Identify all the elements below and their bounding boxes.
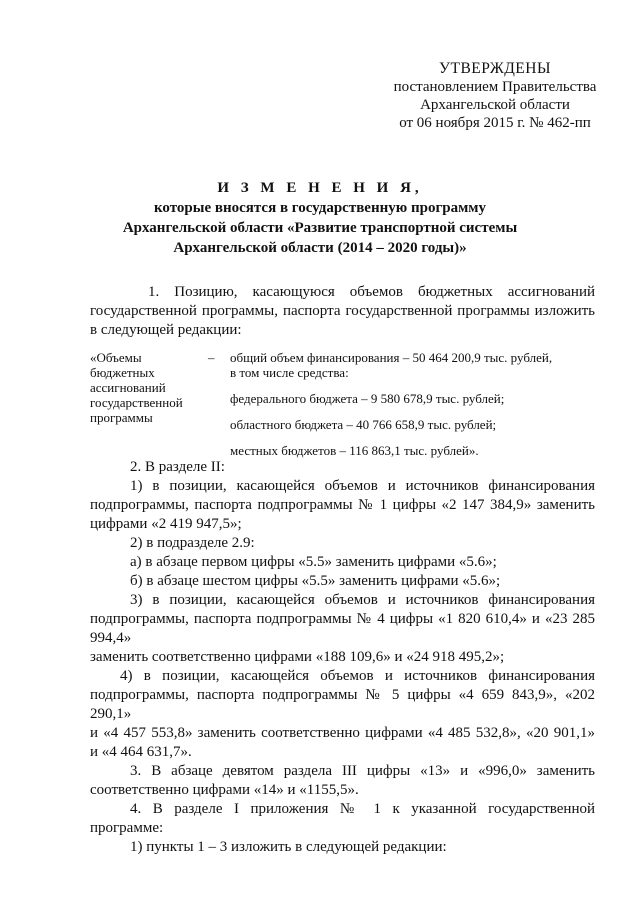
body-line: подпрограммы, паспорта подпрограммы № 1 цифры «2 147 384,9» заменить [90,497,595,513]
body-line: а) в абзаце первом цифры «5.5» заменить цифрами «5.6»; [130,554,497,570]
body-line: подпрограммы, паспорта подпрограммы № 4 цифры «1 820 610,4» и «23 285 994,4» [90,611,595,646]
approval-line: Архангельской области [420,97,570,113]
body-line: 1) пункты 1 – 3 изложить в следующей редакции: [130,839,447,855]
body-line: 3. В абзаце девятом раздела III цифры «13» и «996,0» заменить [130,763,595,779]
table-dash: – [208,350,215,365]
paragraph-1 [90,283,595,340]
table-value-line: общий объем финансирования – 50 464 200,9 тыс. рублей, [230,350,553,365]
paragraph-line: государственной программы, паспорта государственной программы изложить [90,303,595,319]
table-label-line: «Объемы [90,350,142,365]
body-line: программе: [90,820,164,836]
table-value-line: областного бюджета – 40 766 658,9 тыс. рублей; [230,417,497,432]
table-value-line: местных бюджетов – 116 863,1 тыс. рублей». [230,443,479,458]
heading-line: Архангельской области (2014 – 2020 годы)» [173,240,467,256]
heading-line: Архангельской области «Развитие транспортной системы [122,220,518,236]
paragraph-line: в следующей редакции: [90,322,242,338]
body-line: цифрами «2 419 947,5»; [90,516,242,532]
approval-line: постановлением Правительства [393,79,597,95]
body-line: 1) в позиции, касающейся объемов и источников финансирования [130,478,595,494]
body-line: заменить соответственно цифрами «188 109,6» и «24 918 495,2»; [90,649,505,665]
body-line: б) в абзаце шестом цифры «5.5» заменить цифрами «5.6»; [130,573,501,589]
body-line: соответственно цифрами «14» и «1155,5». [90,782,359,798]
table-label-line: бюджетных [90,365,155,380]
financing-table-label [90,350,200,425]
table-value-line: в том числе средства: [230,365,349,380]
financing-table-values [230,350,600,458]
paragraph-line: 1. Позицию, касающуюся объемов бюджетных ассигнований [148,284,595,300]
body-line: и «4 464 631,7». [90,744,192,760]
table-label-line: ассигнований [90,380,166,395]
document-body [90,458,595,857]
body-line: подпрограммы, паспорта подпрограммы № 5 цифры «4 659 843,9», «202 290,1» [90,687,595,722]
approval-stamp [380,60,610,132]
body-line: 3) в позиции, касающейся объемов и источников финансирования [130,592,595,608]
table-label-line: программы [90,410,153,425]
table-label-line: государственной [90,395,183,410]
table-value-line: федерального бюджета – 9 580 678,9 тыс. рублей; [230,391,505,406]
heading-title: И З М Е Н Е Н И Я, [217,180,423,196]
document-heading [80,178,560,258]
body-line: 2. В разделе II: [130,459,225,475]
body-line: и «4 457 553,8» заменить соответственно цифрами «4 485 532,8», «20 901,1» [90,725,595,741]
heading-line: которые вносятся в государственную программу [153,200,487,216]
body-line: 4) в позиции, касающейся объемов и источников финансирования [120,668,595,684]
approval-line: от 06 ноября 2015 г. № 462-пп [399,115,591,131]
body-line: 2) в подразделе 2.9: [130,535,255,551]
body-line: 4. В разделе I приложения № 1 к указанной государственной [130,801,595,817]
approval-title: УТВЕРЖДЕНЫ [439,60,551,77]
